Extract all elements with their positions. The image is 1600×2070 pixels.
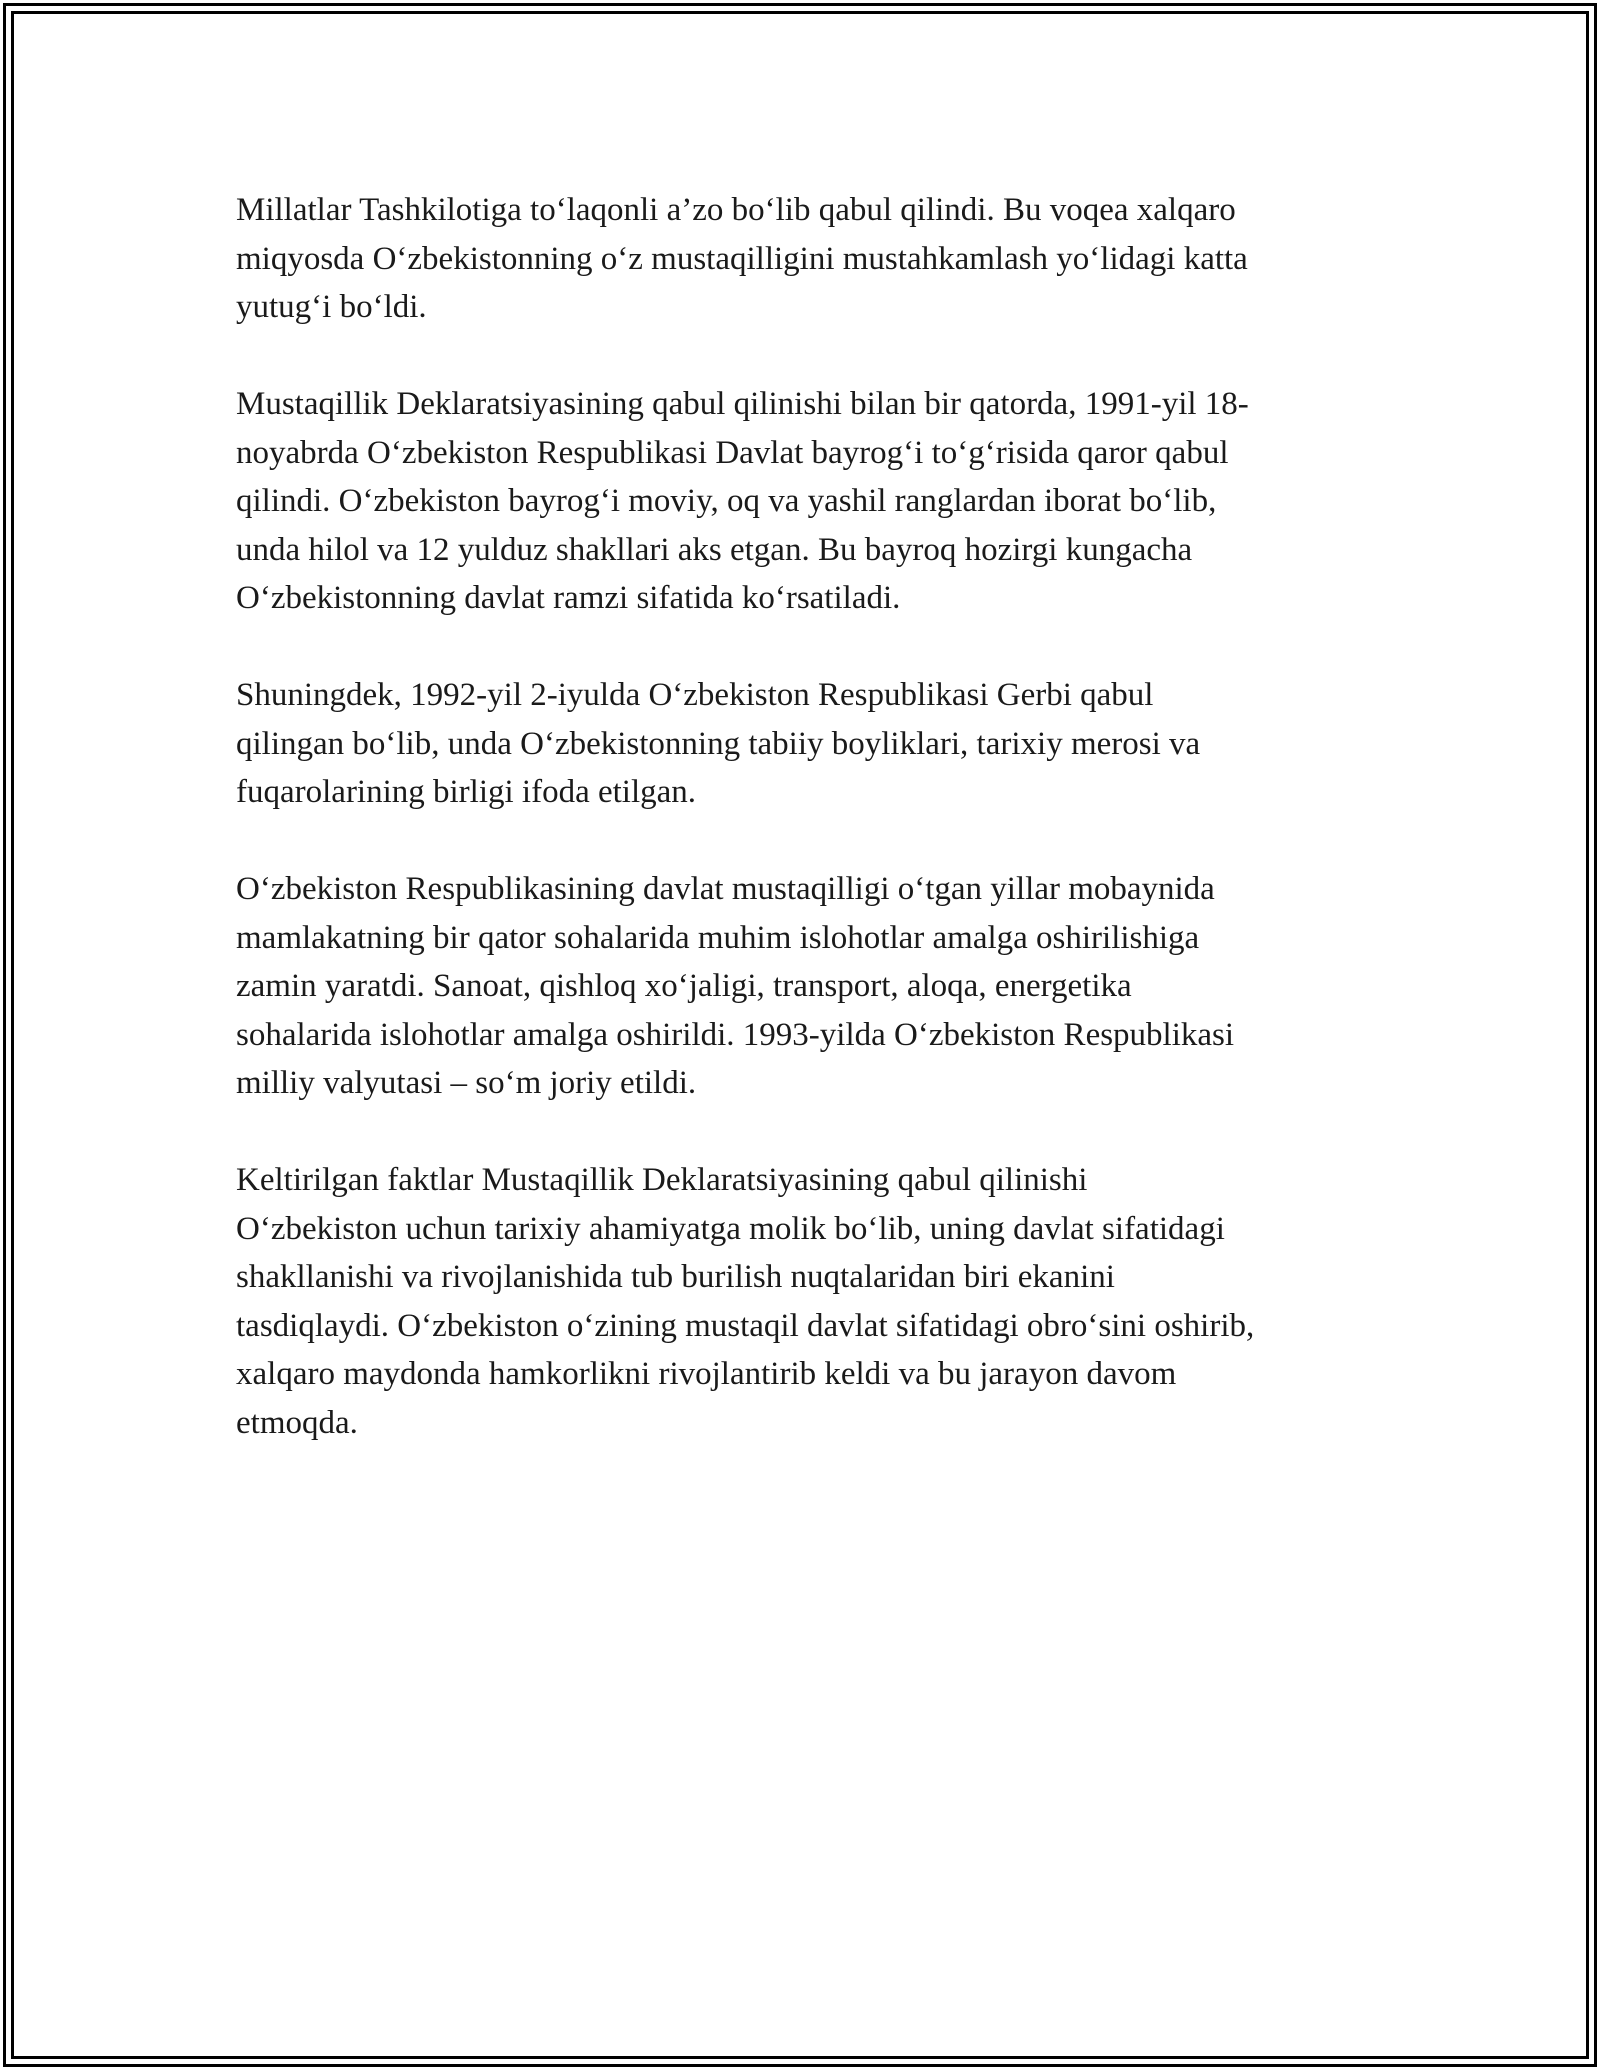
paragraph-state-emblem: Shuningdek, 1992-yil 2-iyulda O‘zbekiston Respublikasi Gerbi qabul qilingan bo‘lib, unda O‘zbekistonning tabiiy boyliklari, tarixiy merosi va fuqarolarining birligi ifoda etilgan. xyxy=(236,677,1201,810)
document-body xyxy=(236,186,1386,1447)
paragraph-un-membership: Millatlar Tashkilotiga to‘laqonli a’zo bo‘lib qabul qilindi. Bu voqea xalqaro miqyosda O‘zbekistonning o‘z mustaqilligini mustahkamlash yo‘lidagi katta yutug‘i bo‘ldi. xyxy=(236,192,1248,325)
paragraph-reforms: O‘zbekiston Respublikasining davlat mustaqilligi o‘tgan yillar mobaynida mamlakatning bir qator sohalarida muhim islohotlar amalga oshirilishiga zamin yaratdi. Sanoat, qishloq xo‘jaligi, transport, aloqa, energetika sohalarida islohotlar amalga oshirildi. 1993-yilda O‘zbekiston Respublikasi milliy valyutasi – so‘m joriy etildi. xyxy=(236,871,1235,1101)
paragraph-state-flag: Mustaqillik Deklaratsiyasining qabul qilinishi bilan bir qatorda, 1991-yil 18- noyabrda O‘zbekiston Respublikasi Davlat bayrog‘i to‘g‘risida qaror qabul qilindi. O‘zbekiston bayrog‘i moviy, oq va yashil ranglardan iborat bo‘lib, unda hilol va 12 yulduz shakllari aks etgan. Bu bayroq hozirgi kungacha O‘zbekistonning davlat ramzi sifatida ko‘rsatiladi. xyxy=(236,386,1249,616)
paragraph-conclusion: Keltirilgan faktlar Mustaqillik Deklaratsiyasining qabul qilinishi O‘zbekiston uchun tarixiy ahamiyatga molik bo‘lib, uning davlat sifatidagi shakllanishi va rivojlanishida tub burilish nuqtalaridan biri ekanini tasdiqlaydi. O‘zbekiston o‘zining mustaqil davlat sifatidagi obro‘sini oshirib, xalqaro maydonda hamkorlikni rivojlantirib keldi va bu jarayon davom etmoqda. xyxy=(236,1162,1255,1441)
